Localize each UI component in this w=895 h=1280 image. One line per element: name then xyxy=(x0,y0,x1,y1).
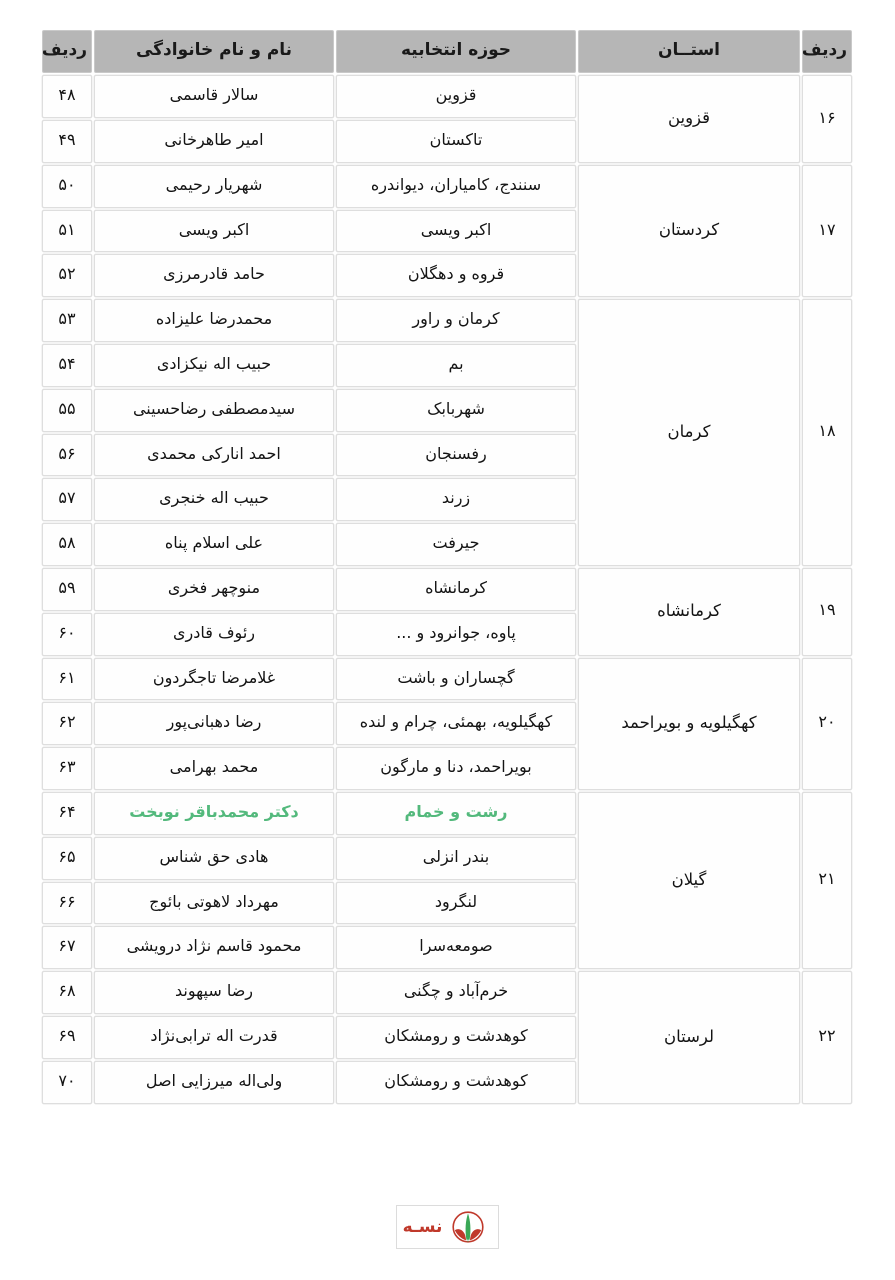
row-index-cell: ۵۸ xyxy=(42,523,92,566)
table-row xyxy=(42,75,852,118)
candidate-name-cell: مهرداد لاهوتی بائوج xyxy=(94,882,334,925)
constituency-cell: اکبر ویسی xyxy=(336,210,576,253)
candidate-name-cell: غلامرضا تاجگردون xyxy=(94,658,334,701)
row-index-cell: ۵۲ xyxy=(42,254,92,297)
tulip-logo-icon xyxy=(448,1207,488,1247)
constituency-cell: سنندج، کامیاران، دیواندره xyxy=(336,165,576,208)
candidate-name-cell: محمود قاسم نژاد درویشی xyxy=(94,926,334,969)
candidate-name-cell: حبیب اله نیکزادی xyxy=(94,344,334,387)
candidate-name-cell: رضا سپهوند xyxy=(94,971,334,1014)
candidate-name-cell: شهریار رحیمی xyxy=(94,165,334,208)
footer-watermark xyxy=(0,1205,895,1249)
constituency-cell: کهگیلویه، بهمئی، چرام و لنده xyxy=(336,702,576,745)
candidate-name-cell: ولی‌اله میرزایی اصل xyxy=(94,1061,334,1104)
constituency-cell: رشت و خمام xyxy=(336,792,576,835)
candidate-name-cell: احمد انارکی محمدی xyxy=(94,434,334,477)
row-index-cell: ۶۹ xyxy=(42,1016,92,1059)
province-cell: قزوین xyxy=(578,75,800,163)
candidate-name-cell: امیر طاهرخانی xyxy=(94,120,334,163)
constituency-cell: زرند xyxy=(336,478,576,521)
candidate-name-cell: سیدمصطفی رضاحسینی xyxy=(94,389,334,432)
candidate-name-cell: قدرت اله ترابی‌نژاد xyxy=(94,1016,334,1059)
column-header-radif-right: ردیف xyxy=(802,30,852,73)
province-cell: گیلان xyxy=(578,792,800,969)
group-index-cell: ۱۹ xyxy=(802,568,852,656)
province-cell: کرمانشاه xyxy=(578,568,800,656)
group-index-cell: ۲۱ xyxy=(802,792,852,969)
group-index-cell: ۱۶ xyxy=(802,75,852,163)
constituency-cell: لنگرود xyxy=(336,882,576,925)
constituency-cell: کرمان و راور xyxy=(336,299,576,342)
table-row xyxy=(42,568,852,611)
constituency-cell: بندر انزلی xyxy=(336,837,576,880)
candidate-name-cell: رضا دهبانی‌پور xyxy=(94,702,334,745)
table-row xyxy=(42,299,852,342)
table-body xyxy=(42,75,852,1103)
column-header-fullname: نام و نام خانوادگی xyxy=(94,30,334,73)
group-index-cell: ۲۲ xyxy=(802,971,852,1103)
candidate-name-cell: حبیب اله خنجری xyxy=(94,478,334,521)
group-index-cell: ۱۷ xyxy=(802,165,852,297)
row-index-cell: ۶۳ xyxy=(42,747,92,790)
candidate-name-cell: محمدرضا علیزاده xyxy=(94,299,334,342)
candidate-name-cell: دکتر محمدباقر نوبخت xyxy=(94,792,334,835)
constituency-cell: بویراحمد، دنا و مارگون xyxy=(336,747,576,790)
constituency-cell: شهربابک xyxy=(336,389,576,432)
constituency-cell: صومعه‌سرا xyxy=(336,926,576,969)
table-header xyxy=(42,30,852,73)
candidate-name-cell: منوچهر فخری xyxy=(94,568,334,611)
province-cell: کردستان xyxy=(578,165,800,297)
constituency-cell: قزوین xyxy=(336,75,576,118)
row-index-cell: ۵۹ xyxy=(42,568,92,611)
candidates-table xyxy=(40,28,854,1106)
constituency-cell: کوهدشت و رومشکان xyxy=(336,1016,576,1059)
candidate-name-cell: هادی حق شناس xyxy=(94,837,334,880)
constituency-cell: تاکستان xyxy=(336,120,576,163)
column-header-province: استــان xyxy=(578,30,800,73)
row-index-cell: ۵۶ xyxy=(42,434,92,477)
row-index-cell: ۶۴ xyxy=(42,792,92,835)
row-index-cell: ۶۰ xyxy=(42,613,92,656)
column-header-radif-left: ردیف xyxy=(42,30,92,73)
row-index-cell: ۵۳ xyxy=(42,299,92,342)
table-row xyxy=(42,658,852,701)
table-row xyxy=(42,792,852,835)
table-header-row xyxy=(42,30,852,73)
constituency-cell: رفسنجان xyxy=(336,434,576,477)
candidate-name-cell: علی اسلام پناه xyxy=(94,523,334,566)
row-index-cell: ۵۵ xyxy=(42,389,92,432)
constituency-cell: جیرفت xyxy=(336,523,576,566)
constituency-cell: بم xyxy=(336,344,576,387)
table-row xyxy=(42,971,852,1014)
constituency-cell: قروه و دهگلان xyxy=(336,254,576,297)
group-index-cell: ۱۸ xyxy=(802,299,852,566)
province-cell: کرمان xyxy=(578,299,800,566)
province-cell: کهگیلویه و بویراحمد xyxy=(578,658,800,790)
candidates-table-container xyxy=(41,28,854,1106)
table-row xyxy=(42,165,852,208)
watermark-badge xyxy=(396,1205,500,1249)
row-index-cell: ۶۶ xyxy=(42,882,92,925)
row-index-cell: ۵۱ xyxy=(42,210,92,253)
province-cell: لرستان xyxy=(578,971,800,1103)
row-index-cell: ۶۲ xyxy=(42,702,92,745)
constituency-cell: گچساران و باشت xyxy=(336,658,576,701)
watermark-label: نسـه xyxy=(402,1217,443,1237)
group-index-cell: ۲۰ xyxy=(802,658,852,790)
row-index-cell: ۴۹ xyxy=(42,120,92,163)
row-index-cell: ۵۷ xyxy=(42,478,92,521)
column-header-constituency: حوزه انتخابیه xyxy=(336,30,576,73)
candidate-name-cell: رئوف قادری xyxy=(94,613,334,656)
row-index-cell: ۴۸ xyxy=(42,75,92,118)
row-index-cell: ۶۵ xyxy=(42,837,92,880)
row-index-cell: ۵۴ xyxy=(42,344,92,387)
candidate-name-cell: حامد قادرمرزی xyxy=(94,254,334,297)
row-index-cell: ۶۸ xyxy=(42,971,92,1014)
row-index-cell: ۷۰ xyxy=(42,1061,92,1104)
constituency-cell: کوهدشت و رومشکان xyxy=(336,1061,576,1104)
candidate-name-cell: محمد بهرامی xyxy=(94,747,334,790)
constituency-cell: کرمانشاه xyxy=(336,568,576,611)
row-index-cell: ۶۱ xyxy=(42,658,92,701)
constituency-cell: پاوه، جوانرود و ... xyxy=(336,613,576,656)
constituency-cell: خرم‌آباد و چگنی xyxy=(336,971,576,1014)
row-index-cell: ۵۰ xyxy=(42,165,92,208)
row-index-cell: ۶۷ xyxy=(42,926,92,969)
candidate-name-cell: سالار قاسمی xyxy=(94,75,334,118)
candidate-name-cell: اکبر ویسی xyxy=(94,210,334,253)
